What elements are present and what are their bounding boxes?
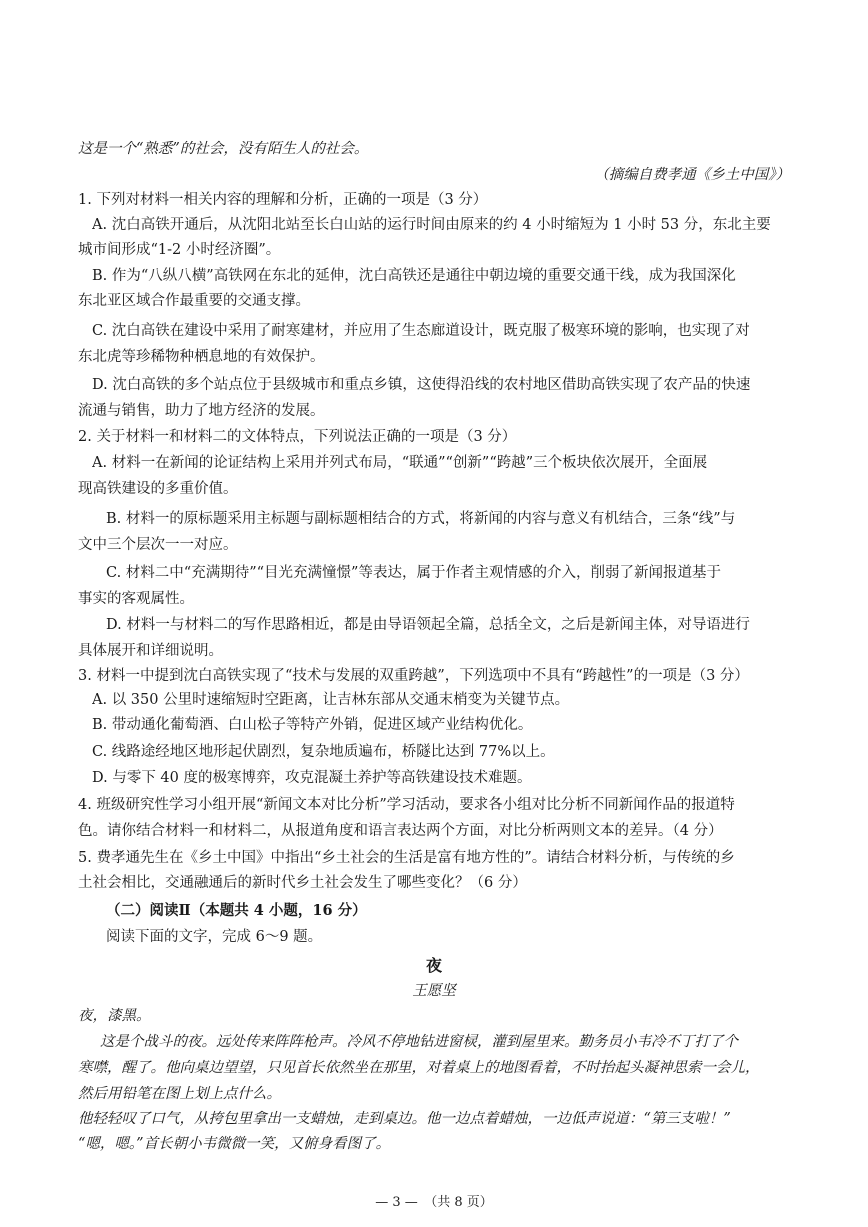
question-3-option-d: D. 与零下 40 度的极寒博弈，攻克混凝土养护等高铁建设技术难题。 (92, 770, 532, 786)
question-2-option-b: B. 材料一的原标题采用主标题与副标题相结合的方式，将新闻的内容与意义有机结合，三条“线”与 (106, 511, 736, 527)
question-2-option-a-cont: 现高铁建设的多重价值。 (78, 481, 238, 497)
page-footer: — 3 — （共 8 页） (375, 1195, 493, 1210)
story-paragraph-2: 这是个战斗的夜。远处传来阵阵枪声。冷风不停地钻进窗棂，灌到屋里来。勤务员小韦冷不丁打了个 (100, 1034, 738, 1050)
question-1-option-c-cont: 东北虎等珍稀物种栖息地的有效保护。 (78, 349, 325, 365)
passage-closing-line: 这是一个“熟悉”的社会，没有陌生人的社会。 (78, 141, 369, 157)
question-4-stem-cont: 色。请你结合材料一和材料二，从报道角度和语言表达两个方面，对比分析两则文本的差异。（4 分） (78, 823, 723, 839)
story-paragraph-2-cont: 寒噤，醒了。他向桌边望望，只见首长依然坐在那里，对着桌上的地图看着，不时抬起头凝神思索一会儿， (78, 1060, 760, 1076)
question-3-option-c: C. 线路途经地区地形起伏剧烈，复杂地质遍布，桥隧比达到 77%以上。 (92, 744, 555, 760)
question-5-stem-cont: 土社会相比，交通融通后的新时代乡土社会发生了哪些变化？（6 分） (78, 875, 527, 891)
question-3-option-b: B. 带动通化葡萄酒、白山松子等特产外销，促进区域产业结构优化。 (92, 717, 533, 733)
question-1-option-a: A. 沈白高铁开通后，从沈阳北站至长白山站的运行时间由原来的约 4 小时缩短为 1 小时 53 分，东北主要 (92, 217, 771, 233)
question-4-stem: 4. 班级研究性学习小组开展“新闻文本对比分析”学习活动，要求各小组对比分析不同新闻作品的报道特 (78, 797, 735, 813)
question-1-option-d-cont: 流通与销售，助力了地方经济的发展。 (78, 403, 325, 419)
source-citation: （摘编自费孝通《乡土中国》） (594, 167, 790, 183)
story-paragraph-2-end: 然后用铅笔在图上划上点什么。 (78, 1086, 281, 1102)
question-1-stem: 1. 下列对材料一相关内容的理解和分析，正确的一项是（3 分） (78, 192, 488, 208)
story-paragraph-4: “嗯，嗯。”首长朝小韦微微一笑，又俯身看图了。 (78, 1136, 391, 1152)
question-1-option-d: D. 沈白高铁的多个站点位于县级城市和重点乡镇，这使得沿线的农村地区借助高铁实现了农产品的快速 (92, 377, 751, 393)
question-2-option-c: C. 材料二中“充满期待”“目光充满憧憬”等表达，属于作者主观情感的介入，削弱了新闻报道基于 (106, 565, 721, 581)
question-5-stem: 5. 费孝通先生在《乡土中国》中指出“乡土社会的生活是富有地方性的”。请结合材料分析，与传统的乡 (78, 850, 735, 866)
question-2-option-c-cont: 事实的客观属性。 (78, 591, 194, 607)
reading-instruction: 阅读下面的文字，完成 6～9 题。 (106, 929, 323, 945)
question-3-option-a: A. 以 350 公里时速缩短时空距离，让吉林东部从交通末梢变为关键节点。 (92, 692, 570, 708)
question-2-stem: 2. 关于材料一和材料二的文体特点，下列说法正确的一项是（3 分） (78, 429, 517, 445)
story-author: 王愿坚 (412, 983, 456, 999)
question-1-option-a-cont: 城市间形成“1-2 小时经济圈”。 (78, 242, 281, 258)
question-2-option-b-cont: 文中三个层次一一对应。 (78, 537, 238, 553)
question-1-option-b: B. 作为“八纵八横”高铁网在东北的延伸，沈白高铁还是通往中朝边境的重要交通干线，成为我国深化 (92, 268, 736, 284)
question-2-option-d-cont: 具体展开和详细说明。 (78, 643, 223, 659)
question-1-option-c: C. 沈白高铁在建设中采用了耐寒建材，并应用了生态廊道设计，既克服了极寒环境的影响，也实现了对 (92, 323, 750, 339)
story-paragraph-3: 他轻轻叹了口气，从挎包里拿出一支蜡烛，走到桌边。他一边点着蜡烛，一边低声说道：“第三支啦！” (78, 1111, 731, 1127)
question-3-stem: 3. 材料一中提到沈白高铁实现了“技术与发展的双重跨越”，下列选项中不具有“跨越性”的一项是（3 分） (78, 668, 749, 684)
question-2-option-a: A. 材料一在新闻的论证结构上采用并列式布局，“联通”“创新”“跨越”三个板块依次展开，全面展 (92, 455, 708, 471)
question-2-option-d: D. 材料一与材料二的写作思路相近，都是由导语领起全篇，总括全文，之后是新闻主体，对导语进行 (106, 617, 750, 633)
story-title: 夜 (425, 956, 442, 975)
section-heading: （二）阅读Ⅱ（本题共 4 小题，16 分） (106, 902, 367, 919)
question-1-option-b-cont: 东北亚区域合作最重要的交通支撑。 (78, 293, 310, 309)
story-paragraph-1: 夜，漆黑。 (78, 1008, 151, 1024)
